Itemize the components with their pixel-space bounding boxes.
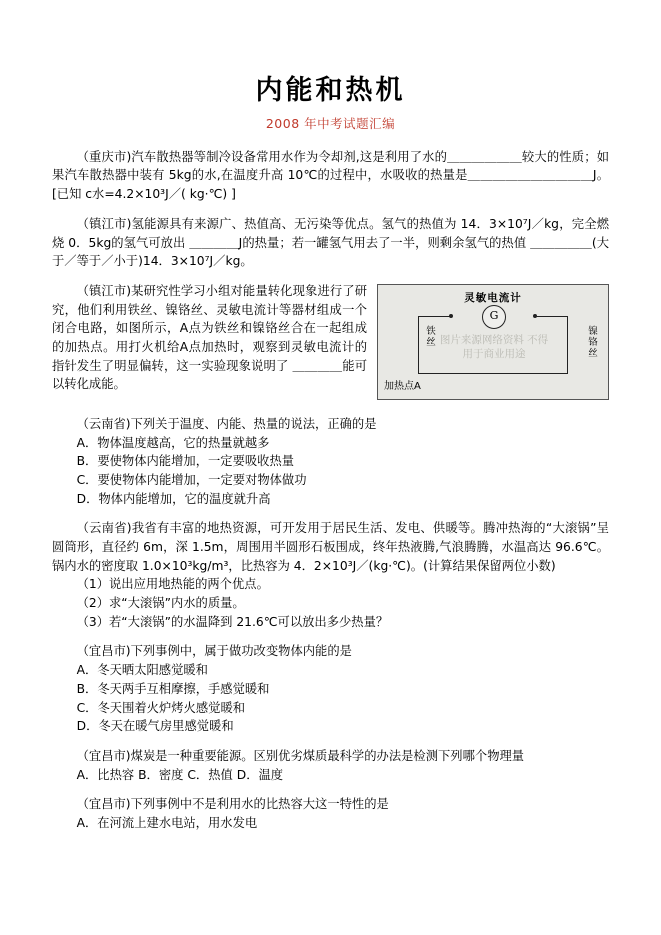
question-block-1 — [52, 148, 609, 204]
option-c: C．要使物体内能增加，一定要对物体做功 — [76, 472, 307, 487]
option-d: D．冬天在暖气房里感觉暖和 — [76, 719, 234, 734]
question-text: （宜昌市)下列事例中不是利用水的比热容大这一特性的是 — [76, 797, 389, 812]
figure-label-nichrome-wire: 镍铬丝 — [588, 325, 598, 359]
figure-label-iron-wire: 铁丝 — [426, 325, 436, 348]
option-a: A．物体温度越高，它的热量就越多 — [76, 435, 270, 450]
figure-watermark: 图片来源网络资料 不得用于商业用途 — [439, 333, 549, 361]
question-text: （镇江市)氢能源具有来源广、热值高、无污染等优点。氢气的热值为 14．3×10⁷J／kg，完全燃烧 0．5kg的氢气可放出 ＿＿＿＿J的热量；若一罐氢气用去了一半，则剩余氢气的热值 ＿＿＿＿＿(大于／等于／小于)14．3×10⁷J／kg。 — [52, 216, 609, 269]
question-text: （镇江市)某研究性学习小组对能量转化现象进行了研究，他们利用铁丝、镍铬丝、灵敏电流计等器材组成一个闭合电路，如图所示，A点为铁丝和镍铬丝合在一起组成的加热点。用打火机给A点加热时，观察到灵敏电流计的指针发生了明显偏转，这一实验现象说明了 ＿＿＿＿能可以转化成能。 — [52, 283, 367, 392]
option-b: B．冬天两手互相摩擦，手感觉暖和 — [76, 681, 270, 696]
option-b: B．要使物体内能增加，一定要吸收热量 — [76, 454, 295, 469]
question-block-5 — [52, 519, 609, 631]
question-block-6 — [52, 642, 609, 735]
option-d: D．物体内能增加，它的温度就升高 — [76, 491, 271, 506]
question-block-4 — [52, 415, 609, 508]
circuit-figure — [377, 284, 609, 400]
question-text: （云南省)下列关于温度、内能、热量的说法，正确的是 — [76, 416, 377, 431]
sub-question-1: （1）说出应用地热能的两个优点。 — [76, 577, 269, 592]
page-title: 内能和热机 — [255, 75, 406, 106]
sub-question-2: （2）求“大滚锅”内水的质量。 — [76, 596, 245, 611]
figure-title: 灵敏电流计 — [464, 291, 522, 304]
question-block-3 — [52, 282, 609, 404]
option-a: A．在河流上建水电站，用水发电 — [76, 815, 258, 830]
sub-question-3: （3）若“大滚锅”的水温降到 21.6℃可以放出多少热量？ — [76, 614, 389, 629]
question-block-7 — [52, 747, 609, 784]
question-block-8 — [52, 795, 609, 832]
option-row: A．比热容 B．密度 C．热值 D．温度 — [76, 767, 284, 782]
page-subtitle: 2008 年中考试题汇编 — [265, 115, 396, 131]
galvanometer-icon: G — [482, 305, 506, 329]
question-text: （宜昌市)下列事例中，属于做功改变物体内能的是 — [76, 644, 352, 659]
question-text: （宜昌市)煤炭是一种重要能源。区别优劣煤质最科学的办法是检测下列哪个物理量 — [76, 748, 525, 763]
question-block-2 — [52, 215, 609, 271]
option-c: C．冬天围着火炉烤火感觉暖和 — [76, 700, 246, 715]
figure-label-heat-point: 加热点A — [384, 380, 421, 392]
figure-container — [377, 284, 609, 400]
option-a: A．冬天晒太阳感觉暖和 — [76, 663, 208, 678]
question-text: （云南省)我省有丰富的地热资源，可开发用于居民生活、发电、供暖等。腾冲热海的“大滚锅”呈圆筒形，直径约 6m，深 1.5m，周围用半圆形石板围成，终年热液腾,气浪腾腾，水温高达 96.6℃。锅内水的密度取 1.0×10³kg/m³，比热容为 4．2×10³J／(kg·℃)。(计算结果保留两位小数) — [52, 521, 609, 573]
question-text: （重庆市)汽车散热器等制冷设备常用水作为令却剂,这是利用了水的＿＿＿＿＿＿较大的性质；如果汽车散热器中装有 5kg的水,在温度升高 10℃的过程中，水吸收的热量是＿＿＿＿＿＿＿＿＿＿J。[已知 c水=4.2×10³J／( kg·℃) ] — [52, 149, 609, 202]
